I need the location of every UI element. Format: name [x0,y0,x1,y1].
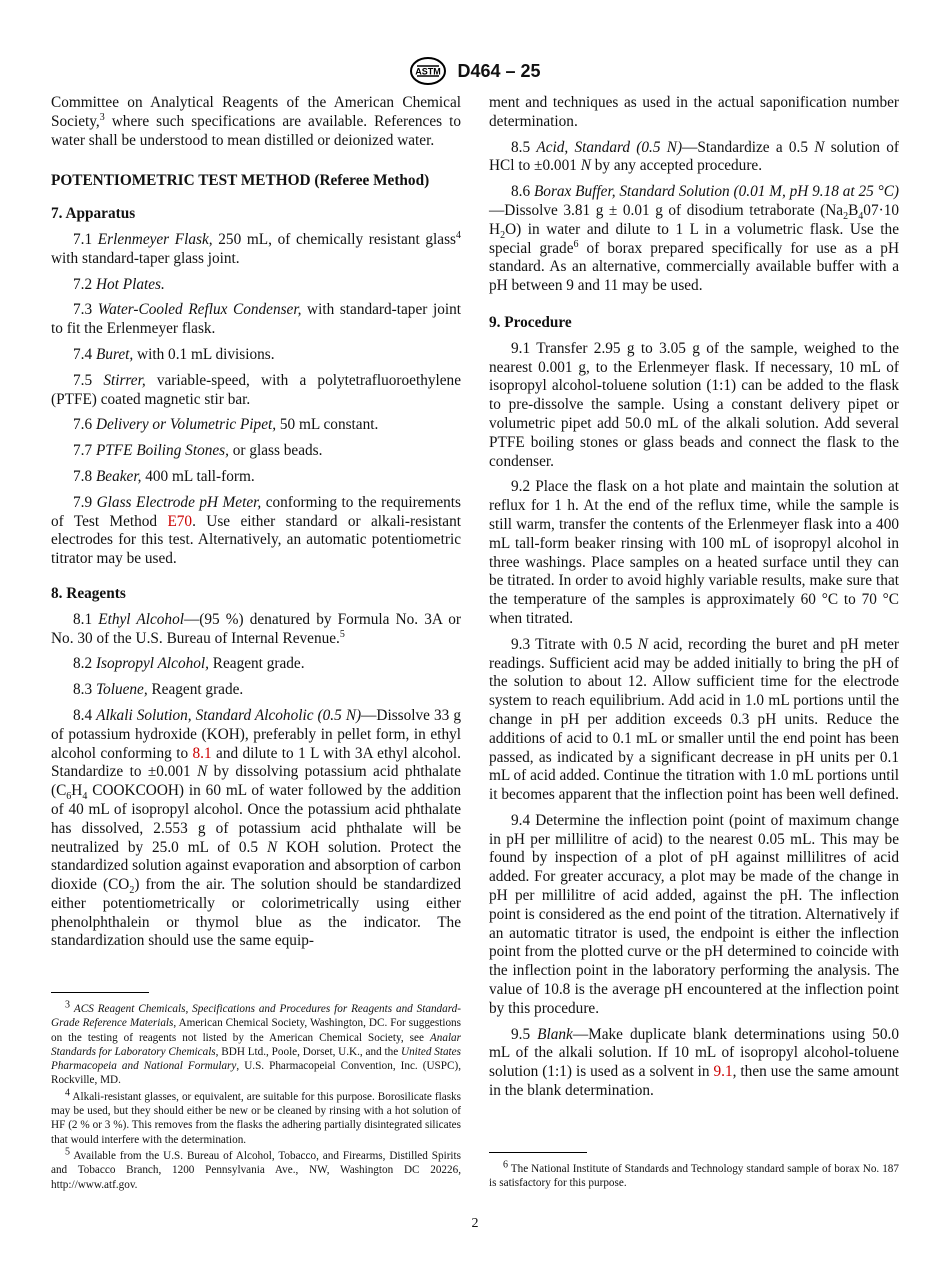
clause-7-6: 7.6 Delivery or Volumetric Pipet, 50 mL constant. [73,416,379,434]
clause-8-5: 8.5 Acid, Standard (0.5 N)—Standardize a 0.5 N solution of HCl to ±0.001 N by any accepted procedure. [489,138,900,175]
page-number: 2 [471,1216,479,1231]
clause-9-5: 9.5 Blank—Make duplicate blank determinations using 50.0 mL of the alkali solution. If 10 mL of isopropyl alcohol-toluene solution (1:1) is used as a solvent in 9.1, then use the same amount in the blank determination. [489,1025,899,1100]
section-heading-apparatus: 7. Apparatus [51,205,136,223]
footnotes-right [489,1159,899,1193]
clause-7-4: 7.4 Buret, with 0.1 mL divisions. [73,345,275,363]
section-heading-procedure: 9. Procedure [489,313,572,331]
footnote-rule-right [489,1152,587,1153]
page-header [0,56,950,86]
clause-9-4: 9.4 Determine the inflection point (point of maximum change in pH per millilitre of acid) to the nearest 0.05 mL. This may be found by inspection of a plot of pH against millilitres of acid added. For greater accuracy, a plot may be made of the change in pH per millilitre of acid added, against the pH. The inflection point is considered as the end point of the titration. Alternatively if an automatic titrator is used, the endpoint is either the inflection point from the plotted curve or the pH determined to coincide with the inflection point in the laboratory performing the analysis. The value of 10.8 is the average pH encountered at the inflection point by this procedure. [489,811,899,1017]
clause-9-3: 9.3 Titrate with 0.5 N acid, recording the buret and pH meter readings. Sufficient acid may be added initially to bring the pH of the solution to about 12. Allow sufficient time for the electrode system to reach equilibrium. Add acid in 1.0 mL portions until the change in pH per addition exceeds 0.3 pH units. Reduce the additions of acid to 0.1 mL or smaller until the end point has been passed, as indicated by a significant decrease in pH units per 0.1 mL of acid added. Continue the titration with 1.0 mL portions until it becomes apparent that the inflection point has been well defined. [489,635,900,804]
astm-logo-icon [409,56,447,86]
link-9-1[interactable]: 9.1 [713,1063,733,1081]
footnote-3: $^3$ ACS Reagent Chemicals, Specifications and Procedures for Reagents and Standard-Grade Reference Materials, American Chemical Society, Washington, DC. For suggestions on the testing of reagents not listed by the American Chemical Society, see Analar Standards for Laboratory Chemicals, BDH Ltd., Poole, Dorset, U.K., and the United States Pharmacopeia and National Formulary, U.S. Pharmacopeial Convention, Inc. (USPC), Rockville, MD. [51,999,461,1087]
right-column [489,94,899,1108]
left-column [51,94,461,958]
section-heading-reagents: 8. Reagents [51,584,126,602]
clause-7-2: 7.2 Hot Plates. [73,275,165,293]
footnote-5: $^5$ Available from the U.S. Bureau of Alcohol, Tobacco, and Firearms, Distilled Spirits and Tobacco Branch, 1200 Pennsylvania Ave., NW, Washington DC 20226, http://www.atf.gov. [51,1146,462,1191]
clause-7-5: 7.5 Stirrer, variable-speed, with a polytetrafluoroethylene (PTFE) coated magnetic stir bar. [51,371,461,408]
continued-paragraph: ment and techniques as used in the actual saponification number determination. [489,94,899,130]
footnote-rule-left [51,992,149,993]
clause-7-7: 7.7 PTFE Boiling Stones, or glass beads. [73,442,323,460]
link-8-1[interactable]: 8.1 [192,744,212,762]
footnote-4: $^4$ Alkali-resistant glasses, or equivalent, are suitable for this purpose. Borosilicate flasks may be used, but they should either be new or be cleaned by rinsing with a hot solution of HF (2 % or 3 %). This removes from the flasks the adhering partially disintegrated silicates that would interfere with the determination. [51,1087,461,1146]
clause-7-1: 7.1 Erlenmeyer Flask, 250 mL, of chemically resistant glass$^4$ with standard-taper glass joint. [51,229,461,267]
link-e70[interactable]: E70 [167,512,193,530]
section-heading-potentiometric: POTENTIOMETRIC TEST METHOD (Referee Method) [51,172,430,190]
clause-8-3: 8.3 Toluene, Reagent grade. [73,681,244,699]
clause-8-2: 8.2 Isopropyl Alcohol, Reagent grade. [73,655,305,673]
clause-7-8: 7.8 Beaker, 400 mL tall-form. [73,467,255,485]
intro-paragraph: Committee on Analytical Reagents of the American Chemical Society,$^3$ where such specifications are available. References to water shall be understood to mean distilled or deionized water. [51,94,461,149]
clause-7-3: 7.3 Water-Cooled Reflux Condenser, with standard-taper joint to fit the Erlenmeyer flask. [51,301,461,338]
clause-9-2: 9.2 Place the flask on a hot plate and maintain the solution at reflux for 1 h. At the end of the reflux time, while the sample is still warm, transfer the contents of the Erlenmeyer flask into a 400 mL tall-form beaker rinsing with 100 mL of isopropyl alcohol in three washings. Place samples on a heated surface until they can be titrated. In order to avoid highly variable results, make sure that the temperature of the samples is approximately 60 °C to 70 °C when titrated. [489,478,899,627]
svg-text:ASTM: ASTM [415,66,442,77]
clause-8-6: 8.6 Borax Buffer, Standard Solution (0.01 M, pH 9.18 at 25 °C)—Dissolve 3.81 g ± 0.01 g of disodium tetraborate ($Na_2B_407\cdot 10$ $H_2O$) in water and dilute to 1 L in a volumetric flask. Use the special grade$^6$ of borax prepared specifically for use as a pH standard. As an alternative, commercially available buffer with a pH between 9 and 11 may be used. [489,183,900,295]
footnote-6: $^6$ The National Institute of Standards and Technology standard sample of borax No. 187 is satisfactory for this purpose. [489,1159,899,1190]
footnotes-left [51,999,462,1194]
clause-7-9: 7.9 Glass Electrode pH Meter, conforming to the requirements of Test Method E70. Use either standard or alkali-resistant electrodes for this test. Alternatively, an automatic potentiometric titrator may be used. [51,493,461,568]
document-designation: D464 – 25 [457,60,541,81]
clause-9-1: 9.1 Transfer 2.95 g to 3.05 g of the sample, weighed to the nearest 0.001 g, to the Erlenmeyer flask. If necessary, 10 mL of isopropyl alcohol-toluene solution (1:1) can be added to the flask to pre-dissolve the sample. Using a constant delivery pipet or volumetric pipet add 50.0 mL of the alkali solution. Add several PTFE boiling stones or glass beads and connect the flask to the condenser. [489,339,899,470]
clause-8-4: 8.4 Alkali Solution, Standard Alcoholic (0.5 N)—Dissolve 33 g of potassium hydroxide (KOH), preferably in pellet form, in ethyl alcohol conforming to 8.1 and dilute to 1 L with 3A ethyl alcohol. Standardize to ±0.001 N by dissolving potassium acid phthalate ($C_6H_4$ COOKCOOH) in 60 mL of water followed by the addition of 40 mL of isopropyl alcohol. Once the potassium acid phthalate has dissolved, 2.553 g of potassium acid phthalate will be neutralized by 25.0 mL of 0.5 N KOH solution. Protect the standardized solution against evaporation and absorption of carbon dioxide $(CO_2)$ from the air. The solution should be standardized either potentiometrically or colorimetrically using either phenolphthalein or thymol blue as the indicator. The standardization should use the same equip- [51,706,462,950]
clause-8-1: 8.1 Ethyl Alcohol—(95 %) denatured by Formula No. 3A or No. 30 of the U.S. Bureau of Internal Revenue.$^5$ [51,610,461,647]
